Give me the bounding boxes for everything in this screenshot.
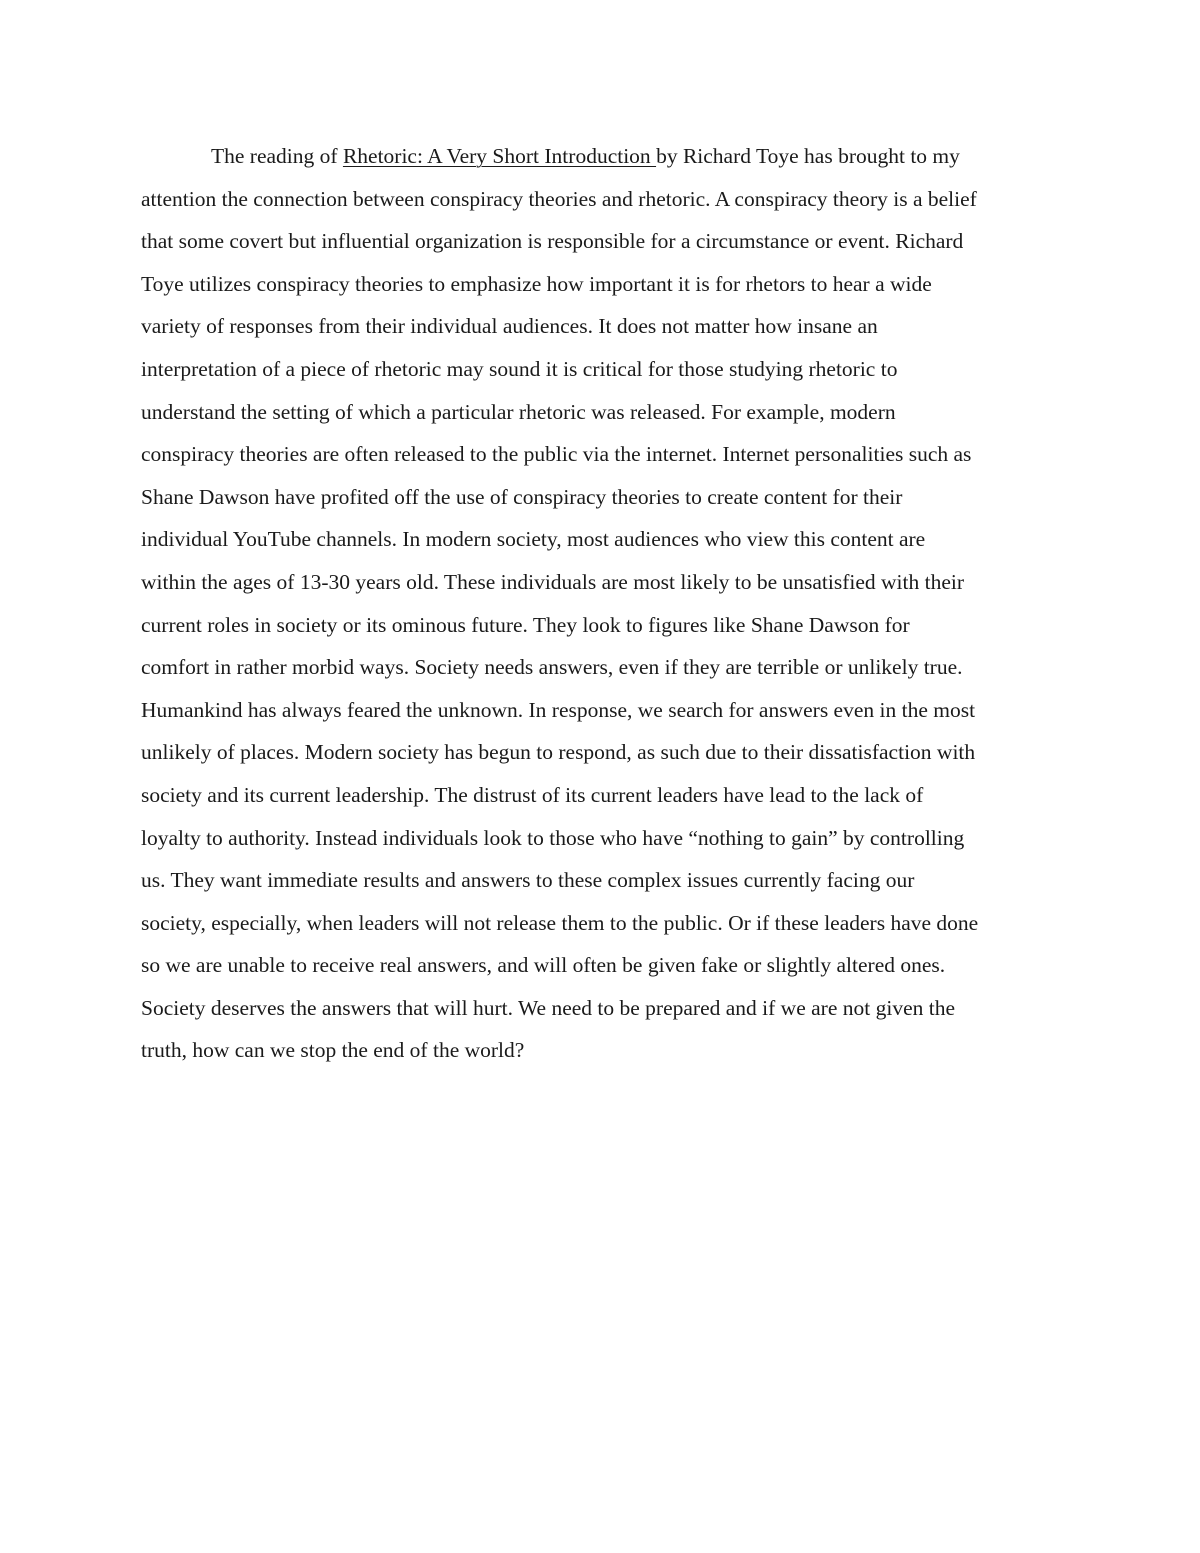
essay-line: us. They want immediate results and answers to these complex issues currently facing our: [141, 868, 915, 893]
essay-line: current roles in society or its ominous future. They look to figures like Shane Dawson for: [141, 612, 910, 637]
essay-line: variety of responses from their individual audiences. It does not matter how insane an: [141, 314, 878, 339]
essay-line: [141, 135, 1066, 178]
essay-line: society, especially, when leaders will not release them to the public. Or if these leaders have done: [141, 910, 979, 935]
essay-line: understand the setting of which a particular rhetoric was released. For example, modern: [141, 399, 896, 424]
essay-line: within the ages of 13-30 years old. These individuals are most likely to be unsatisfied with their: [141, 569, 965, 594]
essay-line: so we are unable to receive real answers, and will often be given fake or slightly altered ones.: [141, 953, 946, 978]
essay-line: loyalty to authority. Instead individuals look to those who have “nothing to gain” by controlling: [141, 825, 965, 850]
essay-line: interpretation of a piece of rhetoric may sound it is critical for those studying rhetoric to: [141, 356, 898, 381]
essay-line: attention the connection between conspiracy theories and rhetoric. A conspiracy theory is a belief: [141, 186, 977, 211]
essay-line: society and its current leadership. The distrust of its current leaders have lead to the lack of: [141, 782, 924, 807]
essay-line: individual YouTube channels. In modern society, most audiences who view this content are: [141, 527, 926, 552]
essay-line: truth, how can we stop the end of the world?: [141, 1038, 525, 1063]
essay-line: that some covert but influential organization is responsible for a circumstance or event. Richard: [141, 229, 964, 254]
essay-line: Toye utilizes conspiracy theories to emphasize how important it is for rhetors to hear a wide: [141, 271, 932, 296]
book-title: Rhetoric: A Very Short Introduction: [342, 144, 657, 168]
essay-line: unlikely of places. Modern society has begun to respond, as such due to their dissatisfaction with: [141, 740, 976, 765]
essay-line: Humankind has always feared the unknown. In response, we search for answers even in the most: [141, 697, 976, 722]
essay-paragraph: [141, 135, 1066, 1072]
essay-line-tail: by Richard Toye has brought to my: [656, 144, 960, 168]
essay-line: Shane Dawson have profited off the use of conspiracy theories to create content for their: [141, 484, 903, 509]
essay-line: conspiracy theories are often released to the public via the internet. Internet personalities such as: [141, 442, 972, 467]
essay-line-lead: The reading of: [211, 144, 343, 168]
essay-line: comfort in rather morbid ways. Society needs answers, even if they are terrible or unlikely true.: [141, 655, 963, 680]
essay-line: Society deserves the answers that will hurt. We need to be prepared and if we are not given the: [141, 995, 955, 1020]
